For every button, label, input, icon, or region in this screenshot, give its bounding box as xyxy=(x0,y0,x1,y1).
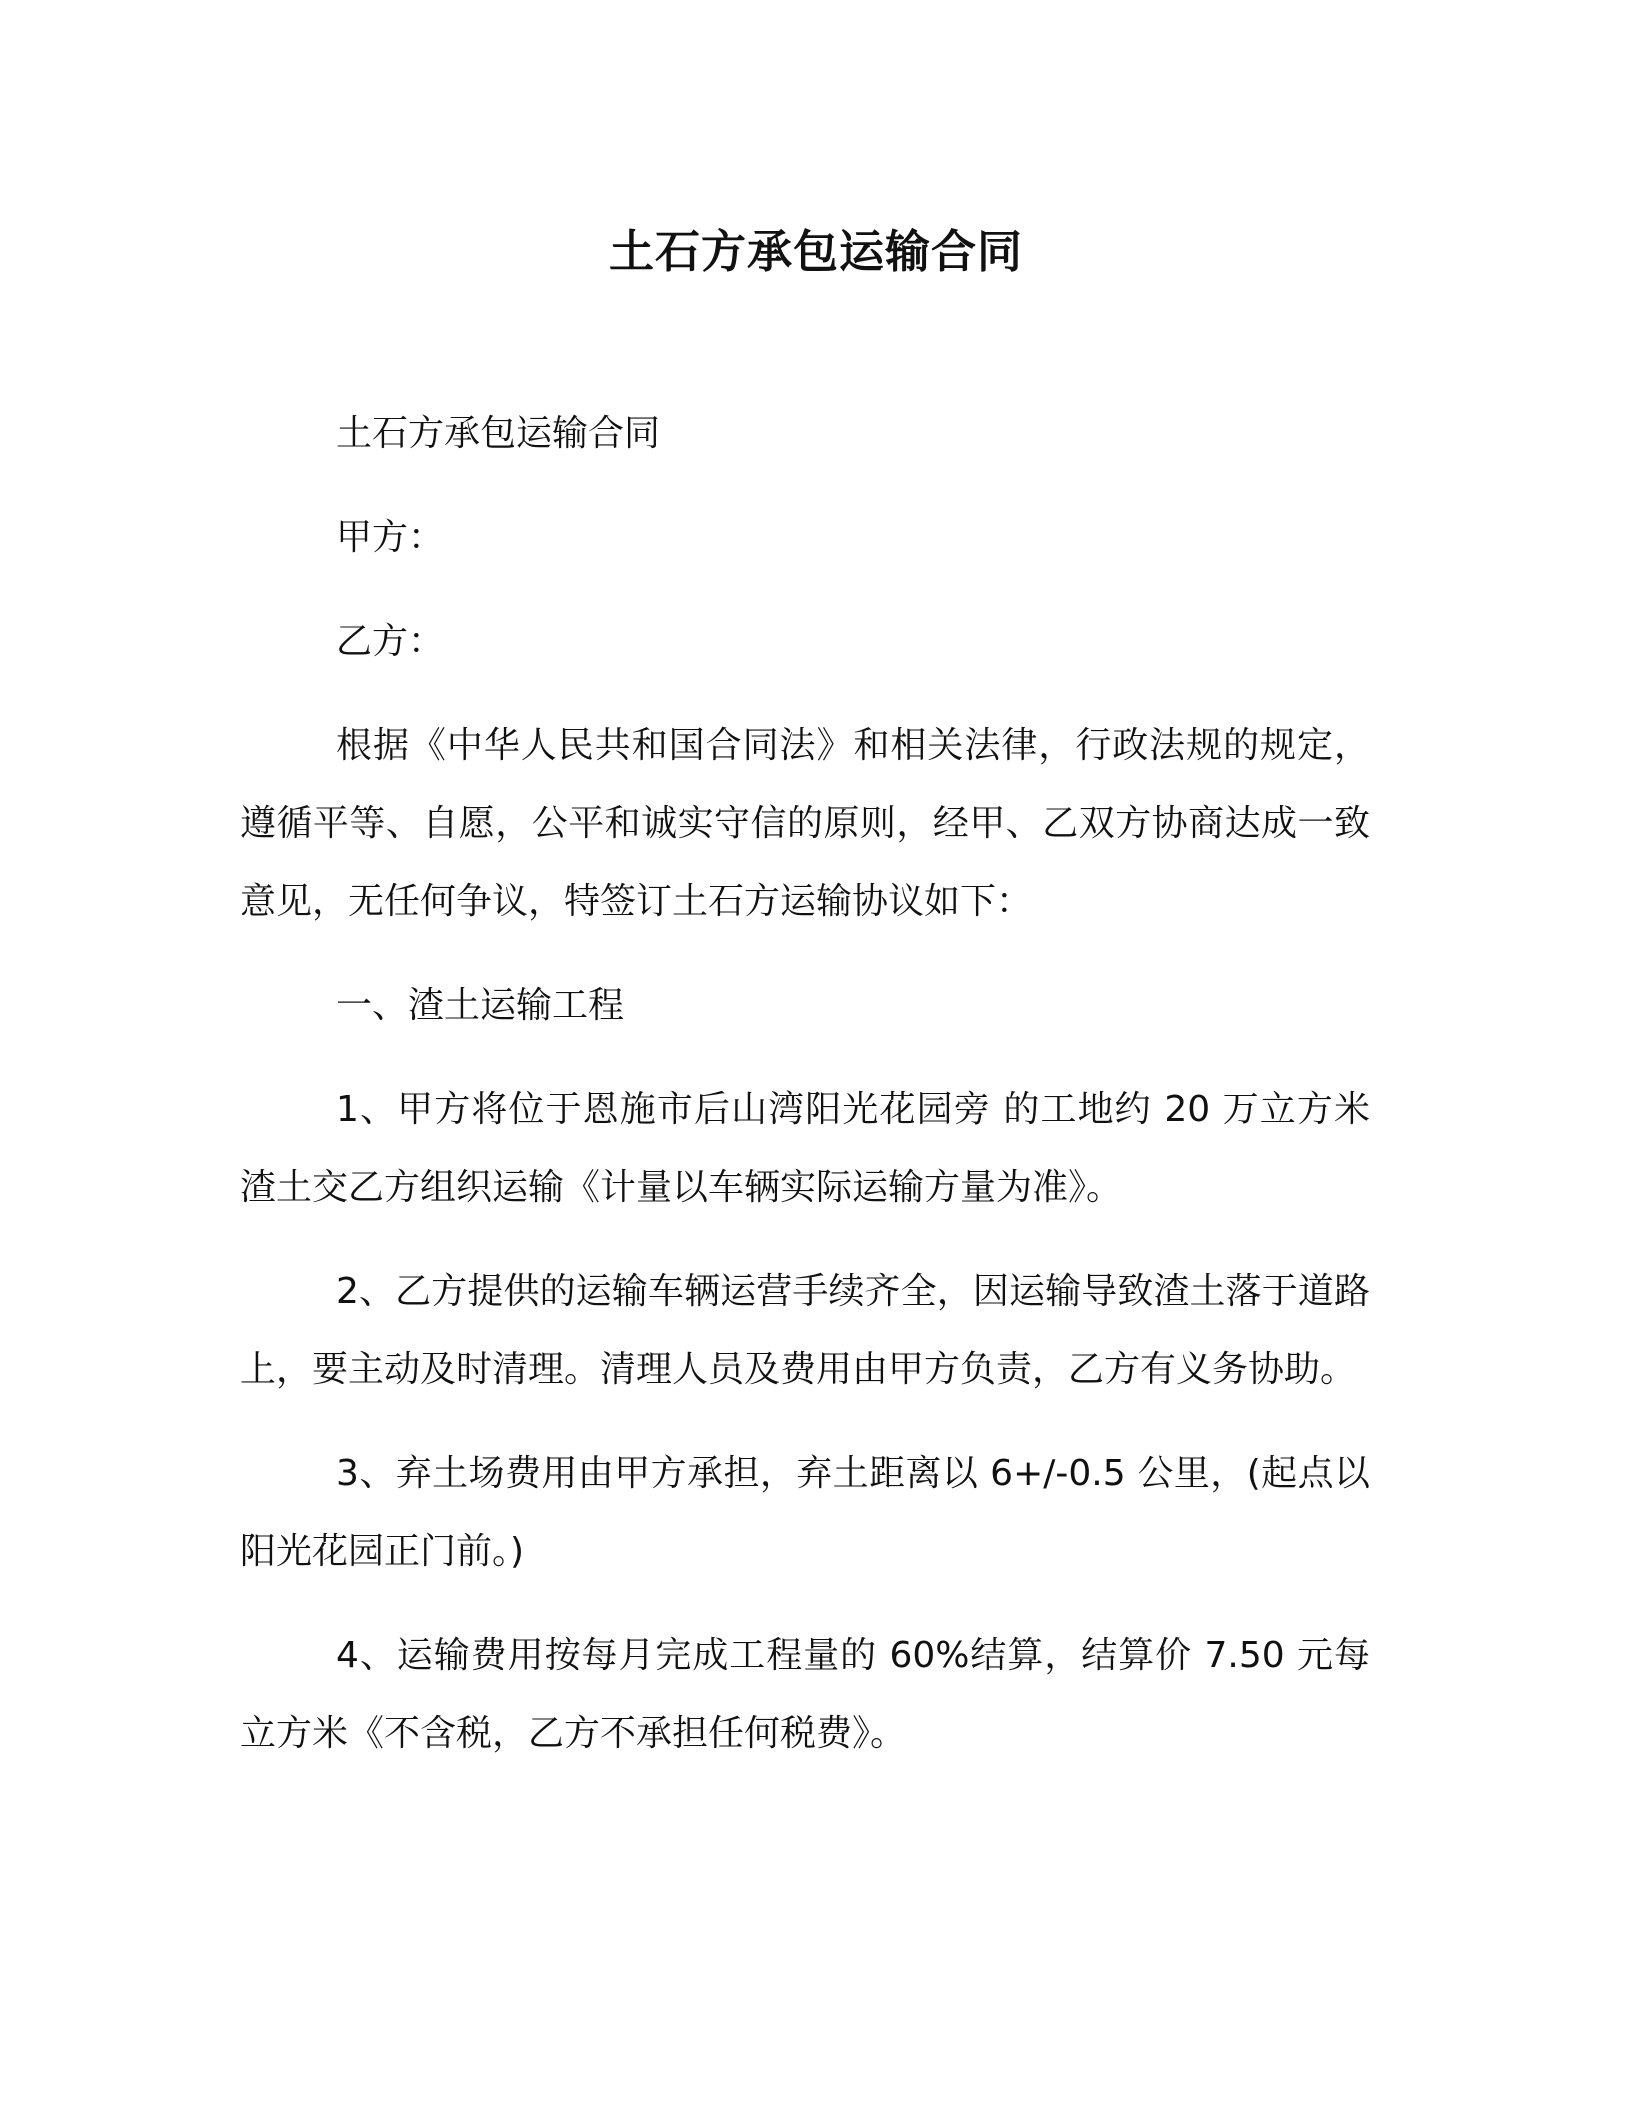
contract-heading: 土石方承包运输合同 xyxy=(336,413,661,454)
clause-2: 2、乙方提供的运输车辆运营手续齐全，因运输导致渣土落于道路上，要主动及时清理。清理人员及费用由甲方负责，乙方有义务协助。 xyxy=(240,1271,1370,1390)
clause-1: 1、甲方将位于恩施市后山湾阳光花园旁 的工地约 20 万立方米渣土交乙方组织运输《计量以车辆实际运输方量为准》。 xyxy=(240,1089,1370,1208)
clause-3: 3、弃土场费用由甲方承担，弃土距离以 6+/-0.5 公里，(起点以阳光花园正门前。) xyxy=(240,1453,1370,1572)
document-title: 土石方承包运输合同 xyxy=(608,225,1023,278)
party-b-line: 乙方： xyxy=(336,621,445,662)
section-heading-1: 一、渣土运输工程 xyxy=(336,985,625,1026)
document-body xyxy=(240,395,1370,1799)
clause-4: 4、运输费用按每月完成工程量的 60%结算，结算价 7.50 元每立方米《不含税，乙方不承担任何税费》。 xyxy=(240,1635,1370,1754)
party-a-line: 甲方： xyxy=(336,517,445,558)
preamble-paragraph: 根据《中华人民共和国合同法》和相关法律，行政法规的规定，遵循平等、自愿，公平和诚实守信的原则，经甲、乙双方协商达成一致意见，无任何争议，特签订土石方运输协议如下： xyxy=(240,725,1370,922)
